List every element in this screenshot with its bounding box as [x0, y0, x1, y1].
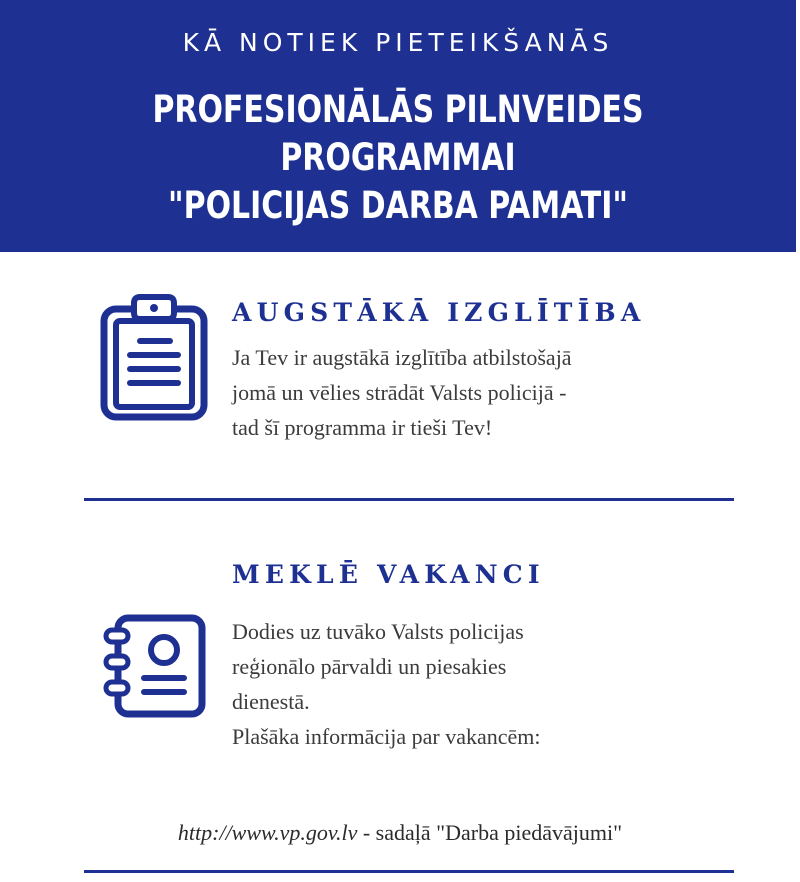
section-text-line: Dodies uz tuvāko Valsts policijas [232, 619, 524, 644]
header-banner [0, 0, 796, 252]
section-body-education [232, 340, 572, 445]
section-divider [84, 498, 734, 501]
section-body-vacancy [232, 614, 540, 754]
banner-subtitle: KĀ NOTIEK PIETEIKŠANĀS [182, 28, 614, 57]
website-link[interactable]: http://www.vp.gov.lv [177, 820, 358, 845]
footer-divider [84, 870, 734, 873]
address-book-icon [102, 612, 210, 720]
footer-url-line [0, 820, 800, 846]
clipboard-icon [100, 293, 208, 421]
banner-title [40, 86, 756, 230]
section-text-line: Ja Tev ir augstākā izglītība atbilstošajā [232, 345, 572, 370]
section-heading-education: AUGSTĀKĀ IZGLĪTĪBA [232, 298, 646, 327]
section-text-line: reģionālo pārvaldi un piesakies [232, 654, 507, 679]
section-text-line: tad šī programma ir tieši Tev! [232, 415, 493, 440]
section-text-line: jomā un vēlies strādāt Valsts policijā - [232, 380, 567, 405]
website-link-suffix: - sadaļā "Darba piedāvājumi" [357, 820, 623, 845]
section-text-line: dienestā. [232, 689, 310, 714]
banner-title-line-1: PROFESIONĀLĀS PILNVEIDES PROGRAMMAI [152, 88, 644, 179]
banner-title-line-2: "POLICIJAS DARBA PAMATI" [168, 184, 628, 227]
section-heading-vacancy: MEKLĒ VAKANCI [232, 560, 545, 589]
section-text-line: Plašāka informācija par vakancēm: [232, 724, 541, 749]
